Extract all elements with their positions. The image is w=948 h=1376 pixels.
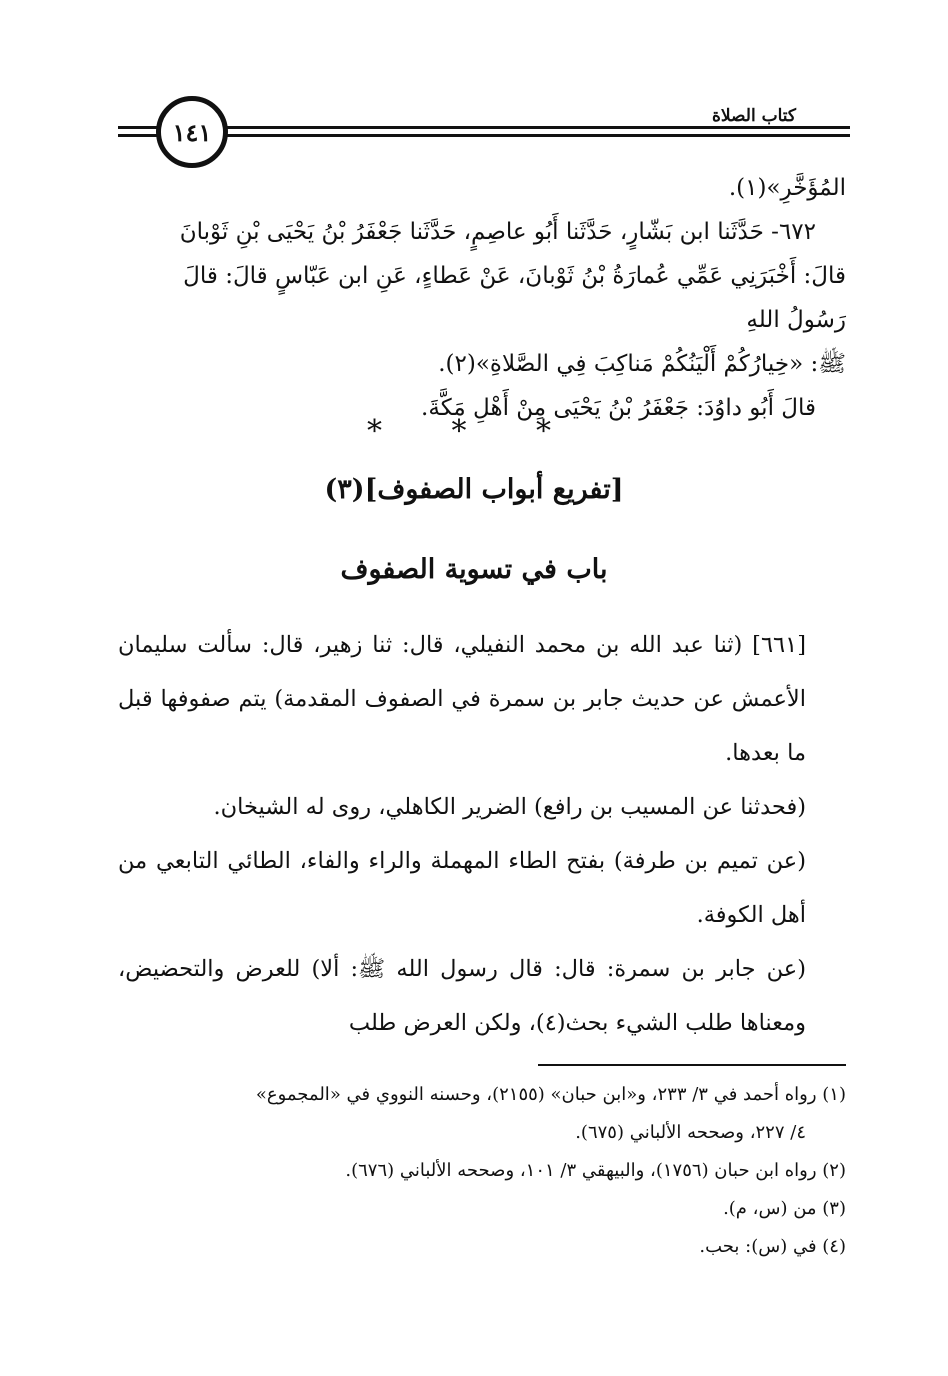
commentary-paragraph: (عن جابر بن سمرة: قال: قال رسول الله ﷺ: ألا) للعرض والتحضيض، ومعناها طلب الشيء بحث(٤)، ولكن العرض طلب — [118, 956, 806, 1036]
hadith-line: ٦٧٢- حَدَّثَنا ابن بَشّارٍ، حَدَّثَنا أَبُو عاصِمٍ، حَدَّثَنا جَعْفَرُ بْنُ يَحْيَى بْنِ ثَوْبانَ — [179, 219, 816, 245]
footnotes — [110, 1076, 846, 1266]
commentary-paragraph: [٦٦١] (ثنا عبد الله بن محمد النفيلي، قال: ثنا زهير، قال: سألت سليمان الأعمش عن حديث جابر بن سمرة في الصفوف المقدمة) يتم صفوفها قبل ما بعدها. — [118, 632, 806, 766]
commentary-paragraph: (عن تميم بن طرفة) بفتح الطاء المهملة والراء والفاء، الطائي التابعي من أهل الكوفة. — [118, 848, 806, 928]
commentary-paragraph: (فحدثنا عن المسيب بن رافع) الضرير الكاهلي، روى له الشيخان. — [213, 794, 806, 820]
chapter-heading: باب في تسوية الصفوف — [340, 554, 608, 585]
page-number-text: ١٤١ — [172, 117, 212, 147]
section-separator: * * * — [366, 414, 582, 449]
section-heading: [تفريع أبواب الصفوف](٣) — [324, 474, 624, 505]
page-header — [118, 92, 850, 172]
hadith-line: ﷺ: «خِيارُكُمْ أَلْيَنُكُمْ مَناكِبَ فِي الصَّلاةِ»(٢). — [438, 351, 846, 377]
hadith-line: قالَ: أَخْبَرَنِي عَمِّي عُمارَةُ بْنُ ثَوْبانَ، عَنْ عَطاءٍ، عَنِ ابن عَبّاسٍ قالَ: قالَ رَسُولُ اللهِ — [183, 263, 846, 333]
hadith-block — [118, 166, 846, 430]
page-number — [156, 96, 228, 168]
footnote: (٣) من (س، م). — [723, 1198, 846, 1219]
hadith-line: المُؤَخَّرِ»(١). — [728, 175, 846, 201]
footnote: (١) رواه أحمد في ٣/ ٢٣٣، و«ابن حبان» (٢١٥٥)، وحسنه النووي في «المجموع» — [255, 1084, 846, 1105]
footnote-divider — [538, 1064, 846, 1066]
commentary-block — [118, 618, 846, 1050]
hadith-line: قالَ أَبُو داوُدَ: جَعْفَرُ بْنُ يَحْيَى مِنْ أَهْلِ مَكَّةَ. — [421, 395, 816, 421]
footnote: (٢) رواه ابن حبان (١٧٥٦)، والبيهقي ٣/ ١٠١، وصححه الألباني (٦٧٦). — [345, 1160, 846, 1181]
running-title: كتاب الصلاة — [704, 106, 804, 126]
footnote: (٤) في (س): بحب. — [699, 1236, 846, 1257]
footnote-continuation: ٤/ ٢٢٧، وصححه الألباني (٦٧٥). — [575, 1122, 806, 1143]
